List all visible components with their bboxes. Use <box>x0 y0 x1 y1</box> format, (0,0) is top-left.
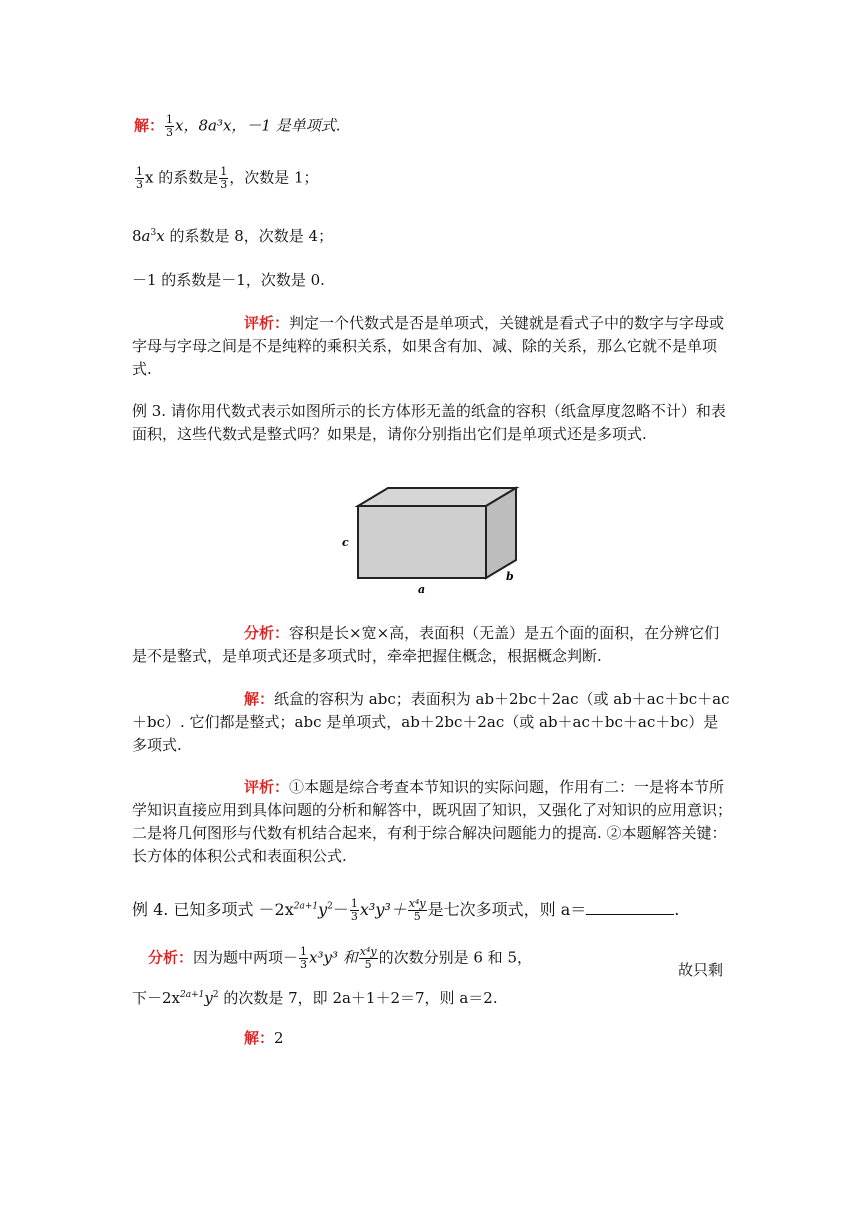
analysis-label: 分析： <box>244 624 290 642</box>
analysis-line-4b: 下$-2x^{2a+1}y^2$ 的次数是 7，即 2a＋1＋2＝7，则 a＝2. <box>132 989 498 1007</box>
fraction-one-third: $\frac{1}{3}$ <box>136 165 143 191</box>
coefficient-line-2: $8a^3x$ 的系数是 8，次数是 4； <box>132 227 334 245</box>
analysis-tail: 故只剩 <box>678 961 724 979</box>
analysis-line-4: 分析：因为题中两项－ $\frac{1}{3}$ x³y³ 和 $\frac{\text{x⁴y}}{5}$ 的次数分别是 6 和 5， <box>148 945 532 971</box>
comment-paragraph-1: 评析：判定一个代数式是否是单项式，关键就是看式子中的数字与字母或字母与字母之间是不是纯粹的乘积关系，如果含有加、减、除的关系，那么它就不是单项式. <box>132 314 725 378</box>
analysis-paragraph-3: 分析：容积是长×宽×高，表面积（无盖）是五个面的面积，在分辨它们是不是整式，是单项式还是多项式时，牵牵把握住概念，根据概念判断. <box>132 624 720 665</box>
label-b: b <box>506 570 514 583</box>
comment-paragraph-3: 评析：①本题是综合考查本节知识的实际问题，作用有二：一是将本节所学知识直接应用到具体问题的分析和解答中，既巩固了知识，又强化了对知识的应用意识；二是将几何图形与代数有机结合起来，有利于综合解决问题能力的提高. ②本题解答关键：长方体的体积公式和表面积公式. <box>132 778 733 865</box>
fraction-one-third: $\frac{1}{3}$ <box>166 113 174 139</box>
fraction-x4y-over-5: $\frac{\text{x⁴y}}{5}$ <box>408 897 426 923</box>
box-front-face <box>358 506 486 578</box>
coefficient-line-3: －1 的系数是－1，次数是 0. <box>132 271 325 289</box>
solution-paragraph-3: 解：纸盒的容积为 abc；表面积为 ab＋2bc＋2ac（或 ab＋ac＋bc＋ac＋bc）. 它们都是整式；abc 是单项式，ab＋2bc＋2ac（或 ab＋ac＋bc＋ac＋bc）是多项式. <box>132 690 730 754</box>
solution-label: 解： <box>134 116 165 135</box>
example-4-question: 例 4. 已知多项式 $-2x^{2a+1}y^2-$ $\frac{1}{3}$ x³y³＋ $\frac{\text{x⁴y}}{5}$ 是七次多项式，则 a＝ . <box>132 897 680 923</box>
fraction-one-third: $\frac{1}{3}$ <box>300 945 308 971</box>
open-box-figure <box>338 478 534 600</box>
analysis-label: 分析： <box>148 948 194 967</box>
label-a: a <box>418 583 426 596</box>
solution-label: 解： <box>244 690 275 708</box>
fraction-x4y-over-5: $\frac{\text{x⁴y}}{5}$ <box>359 945 377 971</box>
label-c: c <box>342 536 349 549</box>
comment-label: 评析： <box>244 314 290 332</box>
solution-label: 解： <box>244 1029 275 1047</box>
example-3-question: 例 3. 请你用代数式表示如图所示的长方体形无盖的纸盒的容积（纸盒厚度忽略不计）和表面积，这些代数式是整式吗？如果是，请你分别指出它们是单项式还是多项式. <box>132 402 726 443</box>
coefficient-text: x 的系数是 <box>145 168 219 187</box>
coefficient-line-1 <box>134 166 319 191</box>
answer-blank <box>586 900 674 915</box>
degree-text: ，次数是 1； <box>229 168 319 187</box>
answer-value: 2 <box>274 1029 284 1047</box>
solution-line-1 <box>134 114 341 139</box>
comment-label: 评析： <box>244 778 290 796</box>
fraction-one-third: $\frac{1}{3}$ <box>350 897 358 923</box>
answer-line-4 <box>244 1028 284 1048</box>
monomial-list: x，8a³x，－1 是单项式. <box>175 116 341 135</box>
fraction-one-third: $\frac{1}{3}$ <box>220 165 228 191</box>
